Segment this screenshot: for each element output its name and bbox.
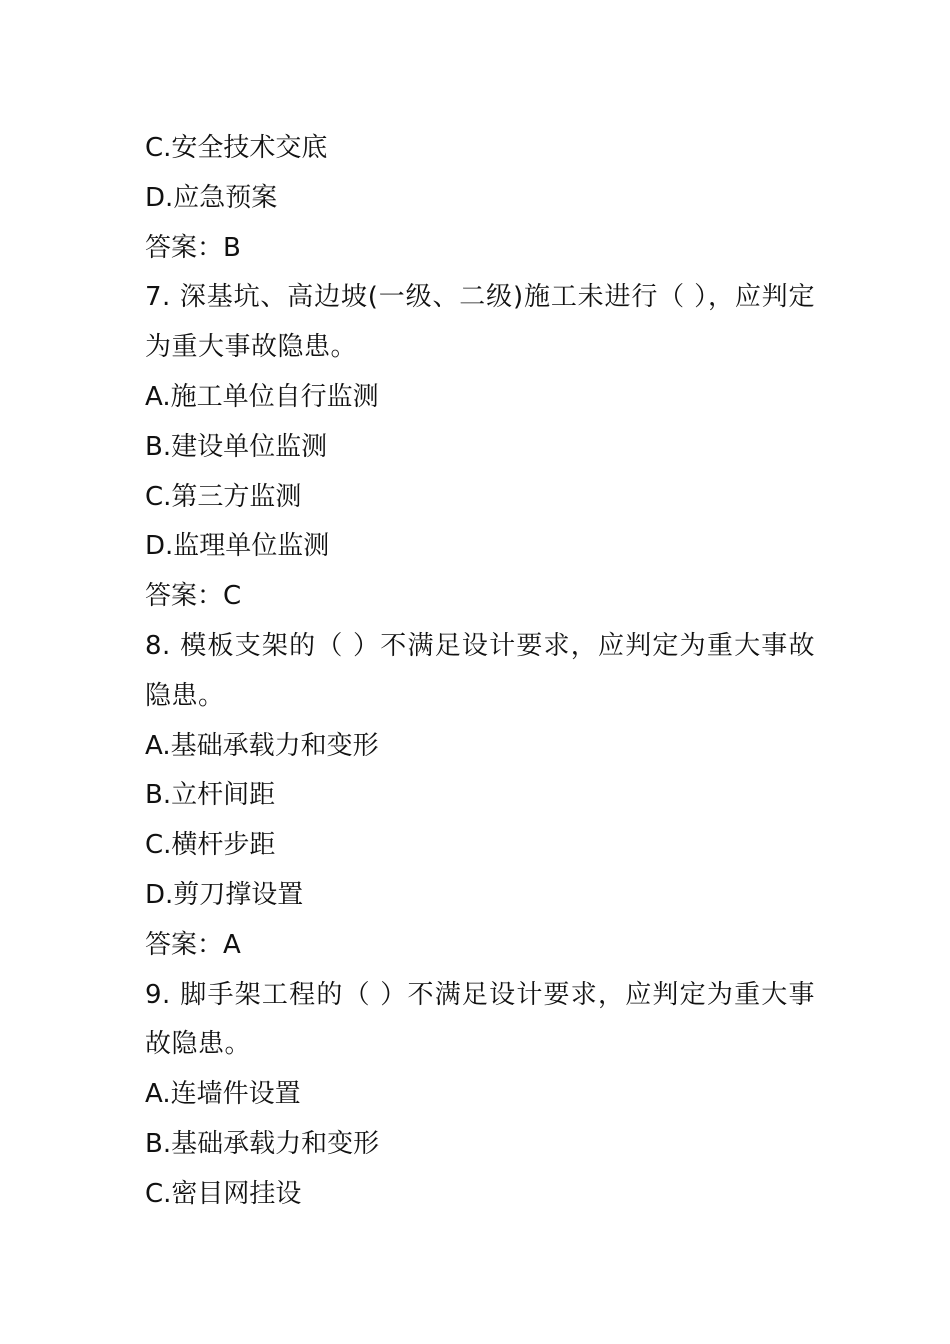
option-line: C.密目网挂设 (145, 1178, 302, 1209)
option-line: A.连墙件设置 (145, 1079, 301, 1110)
question-text: 8. 模板支架的（ ）不满足设计要求，应判定为重大事故隐患。 (145, 630, 815, 711)
option-line: C.第三方监测 (145, 481, 302, 512)
answer-line: 答案：C (145, 581, 242, 612)
option-line: B.建设单位监测 (145, 431, 328, 462)
option-line: C.横杆步距 (145, 830, 276, 861)
question-text: 7. 深基坑、高边坡(一级、二级)施工未进行（ ），应判定为重大事故隐患。 (145, 282, 815, 363)
option-line: D.剪刀撑设置 (145, 879, 304, 910)
question-block (145, 273, 815, 622)
question-block (145, 971, 815, 1220)
question-text: 9. 脚手架工程的（ ）不满足设计要求，应判定为重大事故隐患。 (145, 979, 815, 1060)
option-line: A.施工单位自行监测 (145, 381, 379, 412)
question-block (145, 622, 815, 971)
document-body (145, 124, 815, 1220)
option-line: B.立杆间距 (145, 780, 276, 811)
option-line: D.监理单位监测 (145, 531, 330, 562)
option-line: D.应急预案 (145, 182, 278, 213)
option-line: A.基础承载力和变形 (145, 730, 379, 761)
option-line: B.基础承载力和变形 (145, 1128, 380, 1159)
answer-line: 答案：B (145, 232, 241, 263)
answer-line: 答案：A (145, 929, 241, 960)
option-line: C.安全技术交底 (145, 133, 328, 163)
